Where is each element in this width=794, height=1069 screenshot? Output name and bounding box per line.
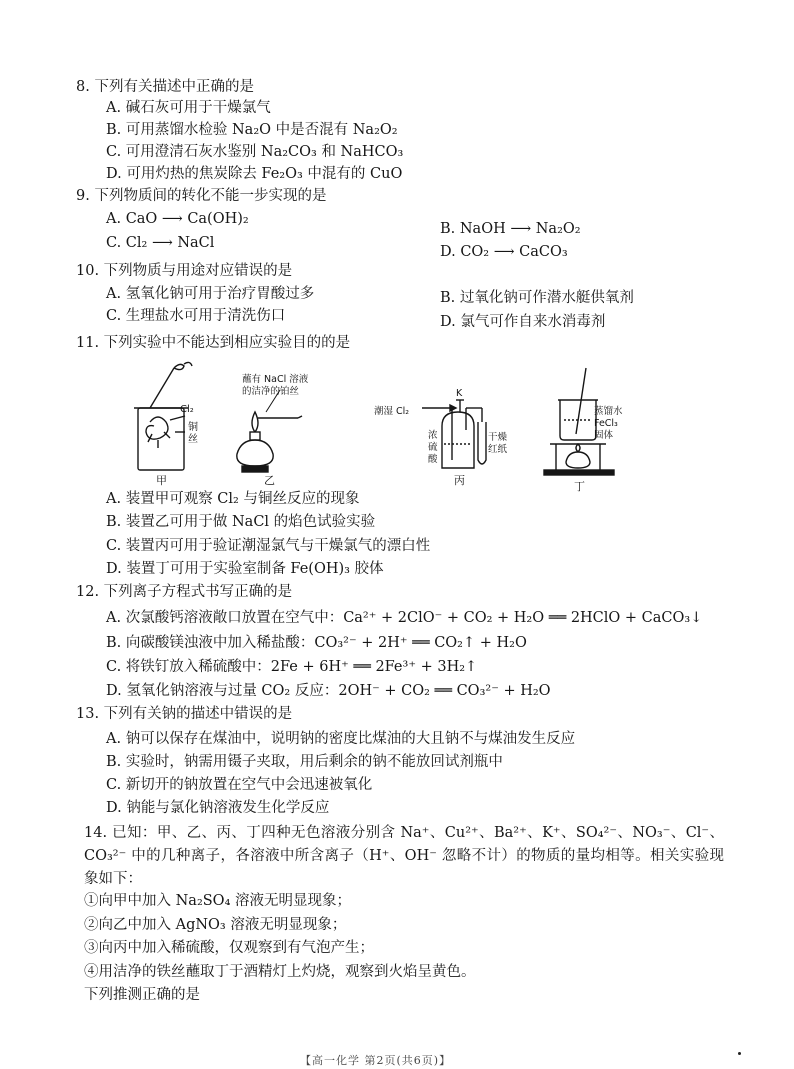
ding-fecl3-label-2: 固体 bbox=[594, 430, 614, 441]
q11-option-a: A. 装置甲可观察 Cl₂ 与铜丝反应的现象 bbox=[106, 491, 360, 507]
bing-paper-label-1: 干燥 bbox=[488, 432, 508, 443]
q14-stem: 14. 已知：甲、乙、丙、丁四种无色溶液分别含 Na⁺、Cu²⁺、Ba²⁺、K⁺、SO₄²⁻、NO₃⁻、Cl⁻、CO₃²⁻ 中的几种离子，各溶液中所含离子（H⁺、OH⁻ 忽略不计）的物质的量均相等。相关实验现象如下： bbox=[84, 825, 724, 887]
bing-acid-label-1: 浓 bbox=[428, 430, 438, 441]
apparatus-diagram bbox=[130, 360, 630, 495]
q13-option-d: D. 钠能与氯化钠溶液发生化学反应 bbox=[106, 800, 330, 816]
q9-stem: 9. 下列物质间的转化不能一步实现的是 bbox=[76, 188, 327, 204]
scan-speck bbox=[738, 1052, 741, 1055]
ding-water-label: 蒸馏水 bbox=[594, 406, 623, 417]
q13-option-b: B. 实验时，钠需用镊子夹取，用后剩余的钠不能放回试剂瓶中 bbox=[106, 754, 503, 770]
bing-acid-label-2: 硫 bbox=[428, 442, 438, 453]
bing-valve-label: K bbox=[456, 388, 463, 399]
q10-option-c: C. 生理盐水可用于清洗伤口 bbox=[106, 308, 286, 324]
q12-option-a: A. 次氯酸钙溶液敞口放置在空气中：Ca²⁺ + 2ClO⁻ + CO₂ + H₂O ══ 2HClO + CaCO₃↓ bbox=[106, 610, 703, 626]
jia-cl2-label: Cl₂ bbox=[180, 404, 194, 415]
yi-note-line-2: 的洁净的铂丝 bbox=[242, 386, 300, 397]
q12-option-d: D. 氢氧化钠溶液与过量 CO₂ 反应：2OH⁻ + CO₂ ══ CO₃²⁻ + H₂O bbox=[106, 683, 551, 699]
q12-option-c: C. 将铁钉放入稀硫酸中：2Fe + 6H⁺ ══ 2Fe³⁺ + 3H₂↑ bbox=[106, 659, 478, 675]
q12-option-b: B. 向碳酸镁浊液中加入稀盐酸：CO₃²⁻ + 2H⁺ ══ CO₂↑ + H₂O bbox=[106, 635, 527, 651]
q8-option-d: D. 可用灼热的焦炭除去 Fe₂O₃ 中混有的 CuO bbox=[106, 166, 403, 182]
q10-option-a: A. 氢氧化钠可用于治疗胃酸过多 bbox=[106, 286, 315, 302]
apparatus-jia bbox=[134, 362, 192, 470]
yi-note-line-1: 蘸有 NaCl 溶液 bbox=[242, 374, 309, 385]
q11-option-c: C. 装置丙可用于验证潮湿氯气与干燥氯气的漂白性 bbox=[106, 538, 431, 554]
bing-inlet-label: 潮湿 Cl₂ bbox=[374, 406, 410, 417]
q8-option-b: B. 可用蒸馏水检验 Na₂O 中是否混有 Na₂O₂ bbox=[106, 122, 398, 138]
jia-wire-label-1: 铜 bbox=[188, 422, 198, 433]
q10-option-d: D. 氯气可作自来水消毒剂 bbox=[440, 314, 606, 330]
q13-option-c: C. 新切开的钠放置在空气中会迅速被氧化 bbox=[106, 777, 373, 793]
q12-stem: 12. 下列离子方程式书写正确的是 bbox=[76, 584, 293, 600]
q10-stem: 10. 下列物质与用途对应错误的是 bbox=[76, 263, 293, 279]
bing-acid-label-3: 酸 bbox=[428, 454, 438, 465]
bing-caption: 丙 bbox=[454, 474, 465, 487]
q11-option-b: B. 装置乙可用于做 NaCl 的焰色试验实验 bbox=[106, 514, 376, 530]
q14-step-3: ③向丙中加入稀硫酸，仅观察到有气泡产生； bbox=[84, 940, 374, 956]
apparatus-yi bbox=[237, 390, 302, 472]
page-footer: 【高一化学 第2页(共6页)】 bbox=[300, 1054, 452, 1067]
q14-step-1: ①向甲中加入 Na₂SO₄ 溶液无明显现象； bbox=[84, 893, 351, 909]
ding-caption: 丁 bbox=[574, 480, 585, 493]
q14-ask: 下列推测正确的是 bbox=[84, 987, 200, 1003]
q13-option-a: A. 钠可以保存在煤油中，说明钠的密度比煤油的大且钠不与煤油发生反应 bbox=[106, 731, 576, 747]
q13-stem: 13. 下列有关钠的描述中错误的是 bbox=[76, 706, 293, 722]
q9-option-a: A. CaO ⟶ Ca(OH)₂ bbox=[106, 211, 249, 227]
jia-caption: 甲 bbox=[156, 474, 167, 487]
q11-stem: 11. 下列实验中不能达到相应实验目的的是 bbox=[76, 335, 351, 351]
q11-option-d: D. 装置丁可用于实验室制备 Fe(OH)₃ 胶体 bbox=[106, 561, 384, 577]
q10-option-b: B. 过氧化钠可作潜水艇供氧剂 bbox=[440, 290, 634, 306]
q8-option-a: A. 碱石灰可用于干燥氯气 bbox=[106, 100, 271, 116]
q14-step-2: ②向乙中加入 AgNO₃ 溶液无明显现象； bbox=[84, 917, 347, 933]
jia-wire-label-2: 丝 bbox=[188, 434, 198, 445]
yi-caption: 乙 bbox=[264, 474, 275, 487]
q9-option-d: D. CO₂ ⟶ CaCO₃ bbox=[440, 244, 568, 260]
ding-fecl3-label-1: FeCl₃ bbox=[594, 418, 618, 429]
bing-paper-label-2: 红纸 bbox=[488, 444, 508, 455]
q9-option-b: B. NaOH ⟶ Na₂O₂ bbox=[440, 221, 581, 237]
q14-step-4: ④用洁净的铁丝蘸取丁于酒精灯上灼烧，观察到火焰呈黄色。 bbox=[84, 964, 476, 980]
q8-stem: 8. 下列有关描述中正确的是 bbox=[76, 79, 254, 95]
q9-option-c: C. Cl₂ ⟶ NaCl bbox=[106, 235, 215, 251]
q8-option-c: C. 可用澄清石灰水鉴别 Na₂CO₃ 和 NaHCO₃ bbox=[106, 144, 404, 160]
